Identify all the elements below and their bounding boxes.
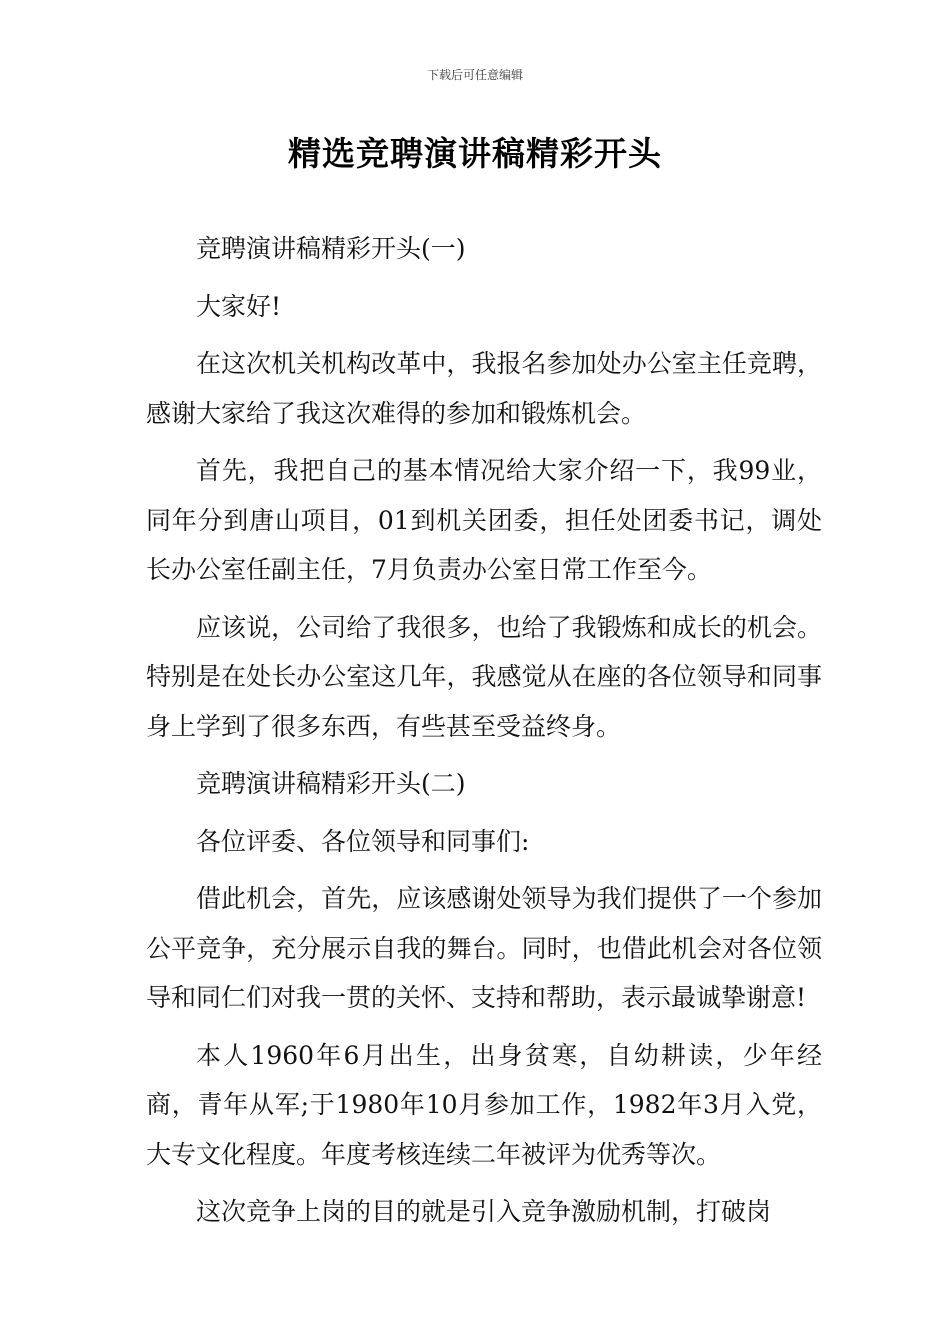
paragraph: 这次竞争上岗的目的就是引入竞争激励机制，打破岗 [196, 1197, 772, 1226]
section-heading-2: 竞聘演讲稿精彩开头(二) [196, 769, 466, 798]
header-note: 下载后可任意编辑 [426, 68, 523, 82]
greeting-1: 大家好! [196, 291, 282, 321]
document-title: 精选竞聘演讲稿精彩开头 [288, 134, 662, 173]
paragraph: 本人1960年6月出生，出身贫寒，自幼耕读，少年经商，青年从军;于1980年10月参加工作，1982年3月入党，大专文化程度。年度考核连续二年被评为优秀等次。 [146, 1040, 822, 1169]
section-heading-1: 竞聘演讲稿精彩开头(一) [196, 234, 466, 263]
paragraph: 在这次机关机构改革中，我报名参加处办公室主任竞聘，感谢大家给了我这次难得的参加和锻炼机会。 [146, 349, 822, 428]
paragraph: 借此机会，首先，应该感谢处领导为我们提供了一个参加公平竞争，充分展示自我的舞台。同时，也借此机会对各位领导和同仁们对我一贯的关怀、支持和帮助，表示最诚挚谢意! [146, 884, 822, 1012]
paragraph: 应该说，公司给了我很多，也给了我锻炼和成长的机会。特别是在处长办公室这几年，我感觉从在座的各位领导和同事身上学到了很多东西，有些甚至受益终身。 [146, 612, 822, 741]
paragraph: 首先，我把自己的基本情况给大家介绍一下，我99业，同年分到唐山项目，01到机关团委，担任处团委书记，调处长办公室任副主任，7月负责办公室日常工作至今。 [146, 456, 822, 584]
document-body [146, 224, 822, 1245]
greeting-2: 各位评委、各位领导和同事们: [196, 826, 530, 856]
